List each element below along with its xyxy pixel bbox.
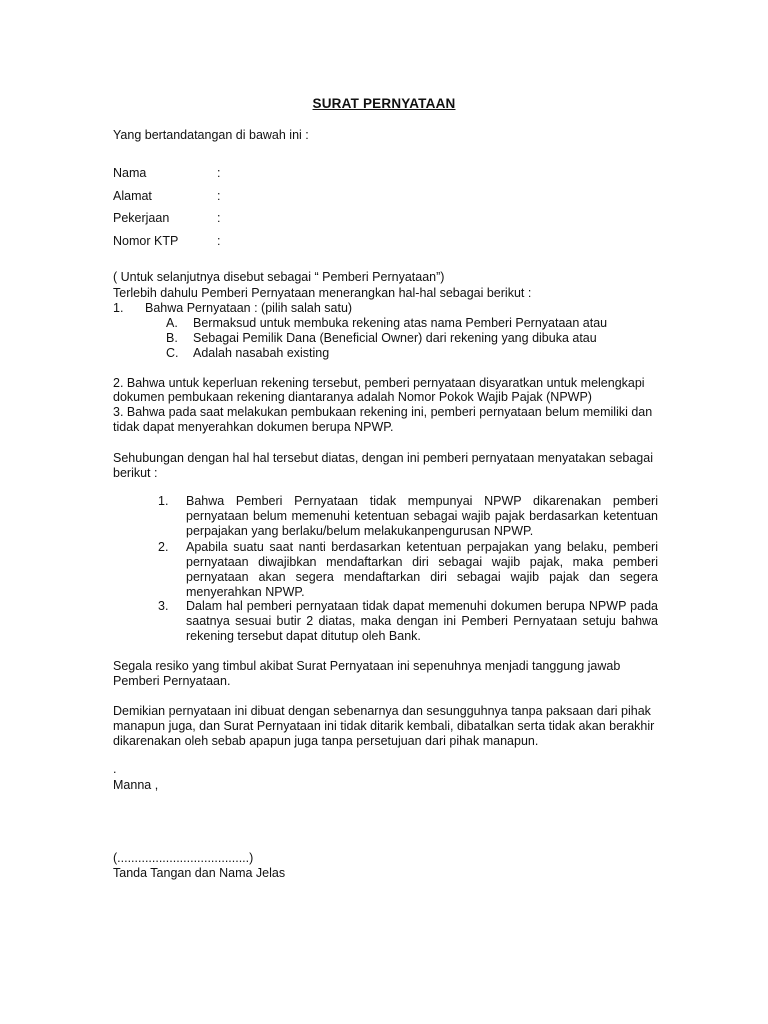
closing-line-1: Demikian pernyataan ini dibuat dengan sebenarnya dan sesungguhnya tanpa paksaan dari pihak: [113, 704, 651, 718]
separator-dot: .: [113, 762, 117, 776]
point-2-line-1: 2. Bahwa untuk keperluan rekening tersebut, pemberi pernyataan disyaratkan untuk melengkapi: [113, 376, 645, 390]
option-a-letter: A.: [166, 316, 178, 330]
statement-3-text: Dalam hal pemberi pernyataan tidak dapat memenuhi dokumen berupa NPWP pada saatnya sesuai butir 2 diatas, maka dengan ini Pemberi Pernyataan setuju bahwa rekening tersebut dapat ditutup oleh Bank.: [186, 599, 658, 643]
option-c-text: Adalah nasabah existing: [193, 346, 330, 360]
risk-line-1: Segala resiko yang timbul akibat Surat Pernyataan ini sepenuhnya menjadi tanggung jawab: [113, 659, 621, 673]
risk-line-2: Pemberi Pernyataan.: [113, 674, 231, 688]
option-b-letter: B.: [166, 331, 178, 345]
field-label-nama: Nama: [113, 166, 147, 180]
statement-1-text: Bahwa Pemberi Pernyataan tidak mempunyai NPWP dikarenakan pemberi pernyataan belum memenuhi ketentuan sebagai wajib pajak berdasarkan ketentuan perpajakan yang berlaku/belum melakukanpengurusan NPWP.: [186, 494, 658, 538]
field-label-pekerjaan: Pekerjaan: [113, 211, 170, 225]
document-title: SURAT PERNYATAAN: [312, 96, 456, 111]
closing-line-2: manapun juga, dan Surat Pernyataan ini tidak ditarik kembali, dibatalkan serta tidak akan berakhir: [113, 719, 655, 733]
option-b-text: Sebagai Pemilik Dana (Beneficial Owner) dari rekening yang dibuka atau: [193, 331, 597, 345]
option-a-text: Bermaksud untuk membuka rekening atas nama Pemberi Pernyataan atau: [193, 316, 608, 330]
statement-3-number: 3.: [158, 599, 169, 613]
place-text: Manna ,: [113, 778, 159, 792]
statement-2-number: 2.: [158, 540, 169, 554]
field-colon: :: [217, 166, 221, 180]
field-colon: :: [217, 211, 221, 225]
point-3-line-1: 3. Bahwa pada saat melakukan pembukaan rekening ini, pemberi pernyataan belum memiliki dan: [113, 405, 653, 419]
point-3-line-2: tidak dapat menyerahkan dokumen berupa NPWP.: [113, 420, 394, 434]
closing-line-3: dikarenakan oleh sebab apapun juga tanpa persetujuan dari pihak manapun.: [113, 734, 539, 748]
option-c-letter: C.: [166, 346, 179, 360]
intro-text: Yang bertandatangan di bawah ini :: [113, 128, 309, 142]
field-colon: :: [217, 234, 221, 248]
point-1-text: Bahwa Pernyataan : (pilih salah satu): [145, 301, 353, 315]
field-colon: :: [217, 189, 221, 203]
connection-line-2: berikut :: [113, 466, 158, 480]
designation-text: ( Untuk selanjutnya disebut sebagai “ Pemberi Pernyataan”): [113, 270, 445, 284]
point-2-line-2: dokumen pembukaan rekening diantaranya adalah Nomor Pokok Wajib Pajak (NPWP): [113, 390, 592, 404]
connection-line-1: Sehubungan dengan hal hal tersebut diatas, dengan ini pemberi pernyataan menyatakan sebagai: [113, 451, 653, 465]
field-label-nomor-ktp: Nomor KTP: [113, 234, 179, 248]
field-label-alamat: Alamat: [113, 189, 152, 203]
signature-caption: Tanda Tangan dan Nama Jelas: [113, 866, 286, 880]
point-1-number: 1.: [113, 301, 124, 315]
preface-text: Terlebih dahulu Pemberi Pernyataan menerangkan hal-hal sebagai berikut :: [113, 286, 532, 300]
statement-1-number: 1.: [158, 494, 169, 508]
statement-2-text: Apabila suatu saat nanti berdasarkan ketentuan perpajakan yang belaku, pemberi pernyataan diwajibkan mendaftarkan diri sebagai wajib pajak, maka pemberi pernyataan akan segera mendaftarkan diri sebagai wajib pajak dan segera menyerahkan NPWP.: [186, 540, 658, 599]
signature-line: (......................................): [113, 851, 254, 865]
